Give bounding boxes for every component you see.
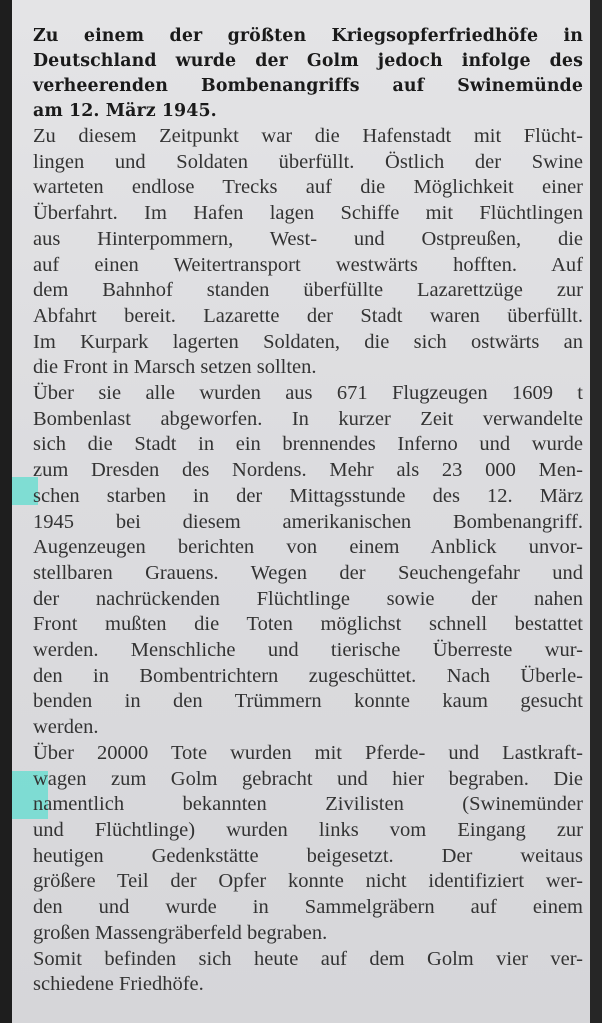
headline-line: verheerenden Bombenangriffs auf Swinemünde	[33, 76, 583, 96]
paragraph-2	[33, 381, 583, 741]
paragraph-3	[33, 741, 583, 947]
text-line: stellbaren Grauens. Wegen der Seuchengefahr und	[33, 561, 583, 584]
photo-background-right	[590, 0, 602, 1023]
text-line: Über sie alle wurden aus 671 Flugzeugen 1609 t	[33, 382, 583, 405]
text-line: die Front in Marsch setzen sollten.	[33, 356, 317, 379]
text-line: Somit befinden sich heute auf dem Golm vier ver-	[33, 947, 583, 970]
text-line: den in Bombentrichtern zugeschüttet. Nach Überle-	[33, 664, 583, 687]
text-line: warteten endlose Trecks auf die Möglichkeit einer	[33, 176, 583, 199]
text-line: heutigen Gedenkstätte beigesetzt. Der weitaus	[33, 844, 583, 867]
text-line: schen starben in der Mittagsstunde des 12. März	[33, 484, 583, 507]
text-line: werden.	[33, 716, 99, 739]
text-line: der nachrückenden Flüchtlinge sowie der nahen	[33, 587, 583, 610]
headline-line: Zu einem der größten Kriegsopferfriedhöfe in	[33, 26, 583, 46]
text-line: Front mußten die Toten möglichst schnell bestattet	[33, 613, 583, 636]
headline-line: Deutschland wurde der Golm jedoch infolge des	[33, 51, 583, 71]
text-line: namentlich bekannten Zivilisten (Swinemünder	[33, 793, 583, 816]
text-line: Abfahrt bereit. Lazarette der Stadt waren überfüllt.	[33, 304, 583, 327]
text-line: dem Bahnhof standen überfüllte Lazarettzüge zur	[33, 279, 583, 302]
text-line: aus Hinterpommern, West- und Ostpreußen, die	[33, 227, 583, 250]
text-line: Über 20000 Tote wurden mit Pferde- und Lastkraft-	[33, 741, 583, 764]
headline	[33, 24, 583, 124]
text-line: großen Massengräberfeld begraben.	[33, 921, 328, 944]
text-line: 1945 bei diesem amerikanischen Bombenangriff.	[33, 510, 583, 533]
text-line: schiedene Friedhöfe.	[33, 973, 204, 996]
photo-background-left	[0, 0, 12, 1023]
text-line: Augenzeugen berichten von einem Anblick unvor-	[33, 536, 583, 559]
text-line: Im Kurpark lagerten Soldaten, die sich ostwärts an	[33, 330, 583, 353]
text-line: sich die Stadt in ein brennendes Inferno und wurde	[33, 433, 583, 456]
headline-line: am 12. März 1945.	[33, 101, 217, 121]
text-line: den und wurde in Sammelgräbern auf einem	[33, 896, 583, 919]
text-line: Bombenlast abgeworfen. In kurzer Zeit verwandelte	[33, 407, 583, 430]
text-line: benden in den Trümmern konnte kaum gesucht	[33, 690, 583, 713]
paragraph-4	[33, 947, 583, 998]
text-line: Überfahrt. Im Hafen lagen Schiffe mit Flüchtlingen	[33, 202, 583, 225]
paragraph-1	[33, 124, 583, 381]
text-line: lingen und Soldaten überfüllt. Östlich der Swine	[33, 150, 583, 173]
text-line: werden. Menschliche und tierische Überreste wur-	[33, 639, 583, 662]
text-column	[33, 24, 583, 998]
text-line: und Flüchtlinge) wurden links vom Eingang zur	[33, 818, 583, 841]
text-line: auf einen Weitertransport westwärts hofften. Auf	[33, 253, 583, 276]
text-line: Zu diesem Zeitpunkt war die Hafenstadt mit Flücht-	[33, 125, 583, 147]
brochure-page	[12, 0, 590, 1023]
text-line: zum Dresden des Nordens. Mehr als 23 000 Men-	[33, 459, 583, 482]
text-line: wagen zum Golm gebracht und hier begraben. Die	[33, 767, 583, 790]
text-line: größere Teil der Opfer konnte nicht identifiziert wer-	[33, 870, 583, 893]
